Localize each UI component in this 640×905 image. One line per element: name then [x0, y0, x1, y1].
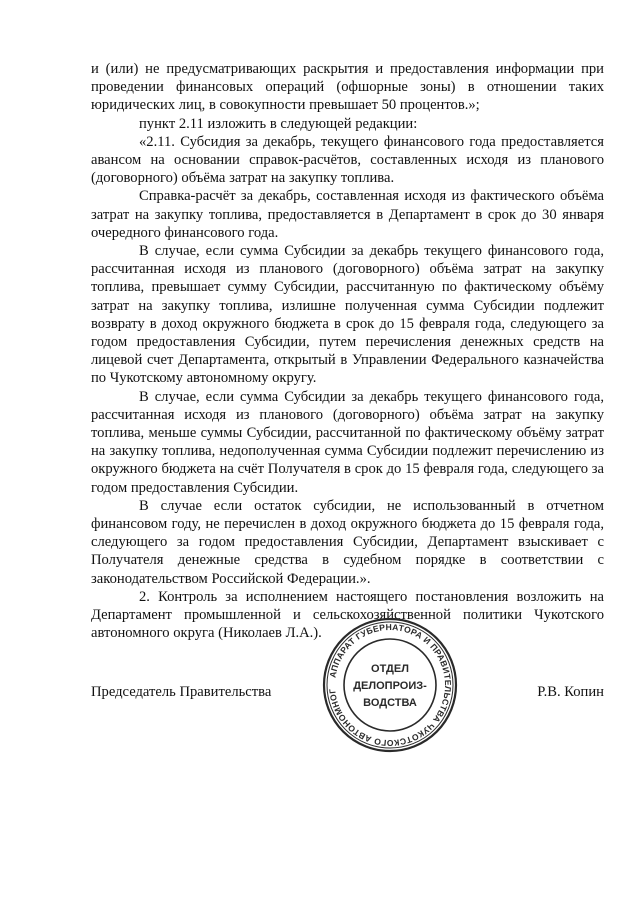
stamp-seal-graphic	[322, 617, 458, 753]
stamp-center-line-2: ДЕЛОПРОИЗ-	[353, 680, 427, 692]
paragraph-offshore-clause: и (или) не предусматривающих раскрытия и предоставления информации при проведении финансовых операций (офшорные зоны) в отношении таких юридических лиц, в совокупности превышает 50 процентов.»;	[91, 61, 604, 114]
stamp-center-line-1: ОТДЕЛ	[371, 663, 409, 675]
stamp-ring-text: АППАРАТ ГУБЕРНАТОРА И ПРАВИТЕЛЬСТВА ЧУКОТСКОГО АВТОНОМНОГ	[327, 621, 454, 749]
paragraph-calculation-deadline: Справка-расчёт за декабрь, составленная исходя из фактического объёма затрат на закупку топлива, предоставляется в Департамент в срок до 30 января очередного финансового года.	[91, 188, 604, 241]
office-stamp	[322, 617, 458, 753]
stamp-center-line-3: ВОДСТВА	[363, 697, 417, 709]
paragraph-control-clause: 2. Контроль за исполнением настоящего постановления возложить на Департамент промышленной и сельскохозяйственной политики Чукотского автономного округа (Николаев Л.А.).	[91, 588, 604, 642]
signatory-name: Р.В. Копин	[537, 684, 604, 700]
paragraph-unused-balance: В случае если остаток субсидии, не использованный в отчетном финансовом году, не перечислен в доход окружного бюджета до 15 февраля года, следующего за годом предоставления Субсидии, Департамент взыскивает с Получателя денежные средства в судебном порядке в соответствии с законодательством Российской Федерации.».	[91, 497, 604, 587]
paragraph-subsidy-advance: «2.11. Субсидия за декабрь, текущего финансового года предоставляется авансом на основании справок-расчётов, составленных исходя из планового (договорного) объёма затрат на закупку топлива.	[91, 133, 604, 187]
document-body	[91, 60, 604, 643]
signatory-position: Председатель Правительства	[91, 684, 272, 700]
paragraph-item-2-11-intro: пункт 2.11 изложить в следующей редакции:	[139, 115, 418, 132]
paragraph-shortfall-transfer: В случае, если сумма Субсидии за декабрь текущего финансового года, рассчитанная исходя из планового (договорного) объёма затрат на закупку топлива, меньше суммы Субсидии, рассчитанной по фактическому объёму затрат на закупку топлива, недополученная сумма Субсидии подлежит перечислению из окружного бюджета на счёт Получателя в срок до 15 февраля года, следующего за годом предоставления Субсидии.	[91, 388, 604, 496]
paragraph-excess-refund: В случае, если сумма Субсидии за декабрь текущего финансового года, рассчитанная исходя из планового (договорного) объёма затрат на закупку топлива, превышает сумму Субсидии, рассчитанную по фактическому объёму затрат на закупку топлива, излишне полученная сумма Субсидии подлежит возврату в доход окружного бюджета в срок до 15 февраля года, следующего за годом предоставления Субсидии, путем перечисления денежных средств на лицевой счет Департамента, открытый в Управлении Федерального казначейства по Чукотскому автономному округу.	[91, 243, 604, 387]
